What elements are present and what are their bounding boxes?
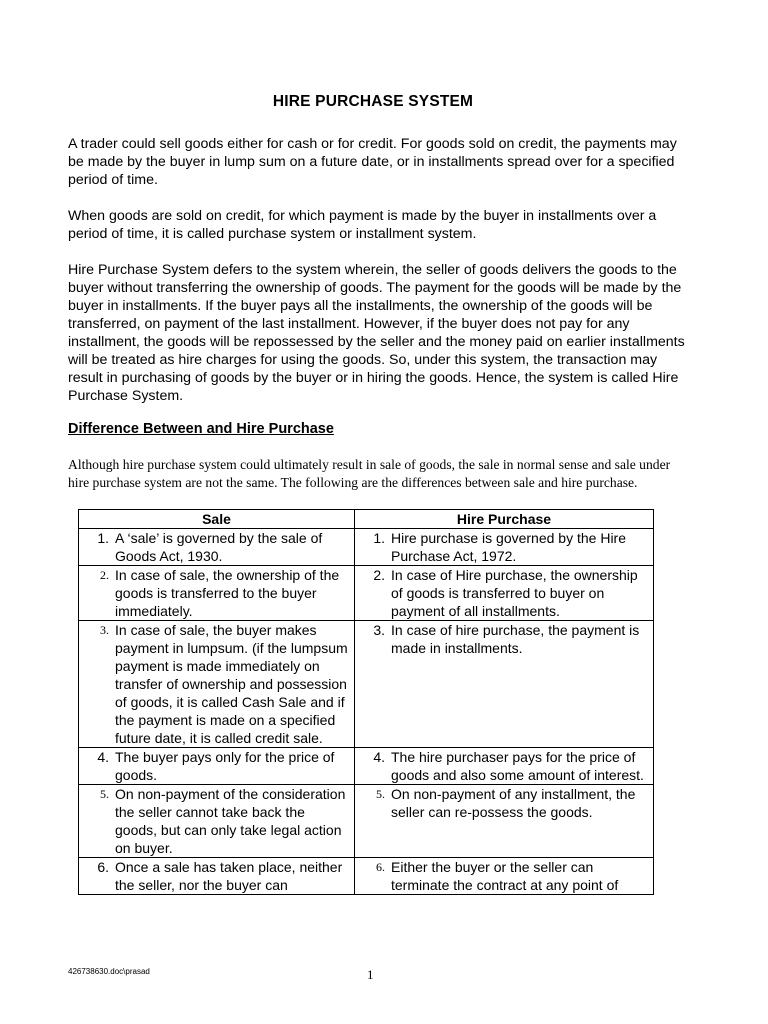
- paragraph-hire-purchase-definition: Hire Purchase System defers to the system wherein, the seller of goods delivers the goods to the buyer without transferring the ownership of goods. The payment for the goods will be made by the buyer in installments. If the buyer pays all the installments, the ownership of the goods will be transferred, on payment of the last installment. However, if the buyer does not pay for any installment, the goods will be repossessed by the seller and the money paid on earlier installments will be treated as hire charges for using the goods. So, under this system, the transaction may result in purchasing of goods by the buyer or in hiring the goods. Hence, the system is called Hire Purchase System.: [68, 262, 685, 404]
- item-number: 2.: [100, 568, 109, 582]
- item-number: 2.: [373, 567, 385, 583]
- table-row: [79, 748, 654, 785]
- section-intro: Although hire purchase system could ultimately result in sale of goods, the sale in normal sense and sale under hire purchase system are not the same. The following are the differences between sale and hire purchase.: [68, 457, 671, 490]
- table-row: [79, 621, 654, 748]
- item-number: 4.: [97, 749, 109, 765]
- hire-purchase-cell: [355, 748, 654, 785]
- table-row: [79, 858, 654, 895]
- comparison-table: [78, 509, 654, 895]
- sale-text: In case of sale, the buyer makes payment in lumpsum. (if the lumpsum payment is made immediately on transfer of ownership and possession of goods, it is called Cash Sale and if the payment is made on a specified future date, it is called credit sale.: [115, 622, 348, 746]
- table-row: [79, 529, 654, 566]
- hire-purchase-text: The hire purchaser pays for the price of goods and also some amount of interest.: [391, 749, 644, 783]
- item-number: 5.: [100, 787, 109, 801]
- page-number: 1: [367, 967, 374, 982]
- section-heading: Difference Between and Hire Purchase: [68, 421, 334, 437]
- sale-text: On non-payment of the consideration the seller cannot take back the goods, but can only take legal action on buyer.: [115, 786, 346, 856]
- column-header-sale: Sale: [79, 510, 355, 529]
- sale-text: Once a sale has taken place, neither the seller, nor the buyer can: [115, 859, 343, 893]
- page-title: HIRE PURCHASE SYSTEM: [272, 93, 474, 110]
- hire-purchase-text: Hire purchase is governed by the Hire Purchase Act, 1972.: [391, 530, 627, 564]
- sale-cell: [79, 858, 355, 895]
- table-row: [79, 785, 654, 858]
- paragraph-intro: A trader could sell goods either for cash or for credit. For goods sold on credit, the payments may be made by the buyer in lump sum on a future date, or in installments spread over for a specified period of time.: [68, 136, 677, 188]
- item-number: 6.: [376, 860, 385, 874]
- hire-purchase-cell: [355, 785, 654, 858]
- sale-text: A ‘sale’ is governed by the sale of Goods Act, 1930.: [115, 530, 323, 564]
- sale-text: The buyer pays only for the price of goods.: [115, 749, 335, 783]
- hire-purchase-cell: [355, 858, 654, 895]
- sale-cell: [79, 566, 355, 621]
- table-header-row: [79, 510, 654, 529]
- hire-purchase-cell: [355, 566, 654, 621]
- item-number: 3.: [100, 623, 109, 637]
- table-row: [79, 566, 654, 621]
- hire-purchase-cell: [355, 529, 654, 566]
- item-number: 5.: [376, 787, 385, 801]
- hire-purchase-text: On non-payment of any installment, the seller can re-possess the goods.: [391, 786, 636, 820]
- sale-text: In case of sale, the ownership of the goods is transferred to the buyer immediately.: [115, 567, 340, 619]
- sale-cell: [79, 621, 355, 748]
- column-header-hire-purchase: Hire Purchase: [355, 510, 654, 529]
- item-number: 3.: [373, 622, 385, 638]
- item-number: 1.: [373, 530, 385, 546]
- sale-cell: [79, 529, 355, 566]
- paragraph-credit-sales: When goods are sold on credit, for which payment is made by the buyer in installments over a period of time, it is called purchase system or installment system.: [68, 208, 657, 242]
- hire-purchase-text: Either the buyer or the seller can terminate the contract at any point of: [391, 859, 619, 893]
- sale-cell: [79, 785, 355, 858]
- item-number: 1.: [97, 530, 109, 546]
- hire-purchase-text: In case of hire purchase, the payment is made in installments.: [391, 622, 640, 656]
- file-reference: 426738630.doc\prasad: [68, 967, 150, 976]
- hire-purchase-cell: [355, 621, 654, 748]
- hire-purchase-text: In case of Hire purchase, the ownership of goods is transferred to buyer on payment of all installments.: [391, 567, 638, 619]
- item-number: 6.: [97, 859, 109, 875]
- item-number: 4.: [373, 749, 385, 765]
- sale-cell: [79, 748, 355, 785]
